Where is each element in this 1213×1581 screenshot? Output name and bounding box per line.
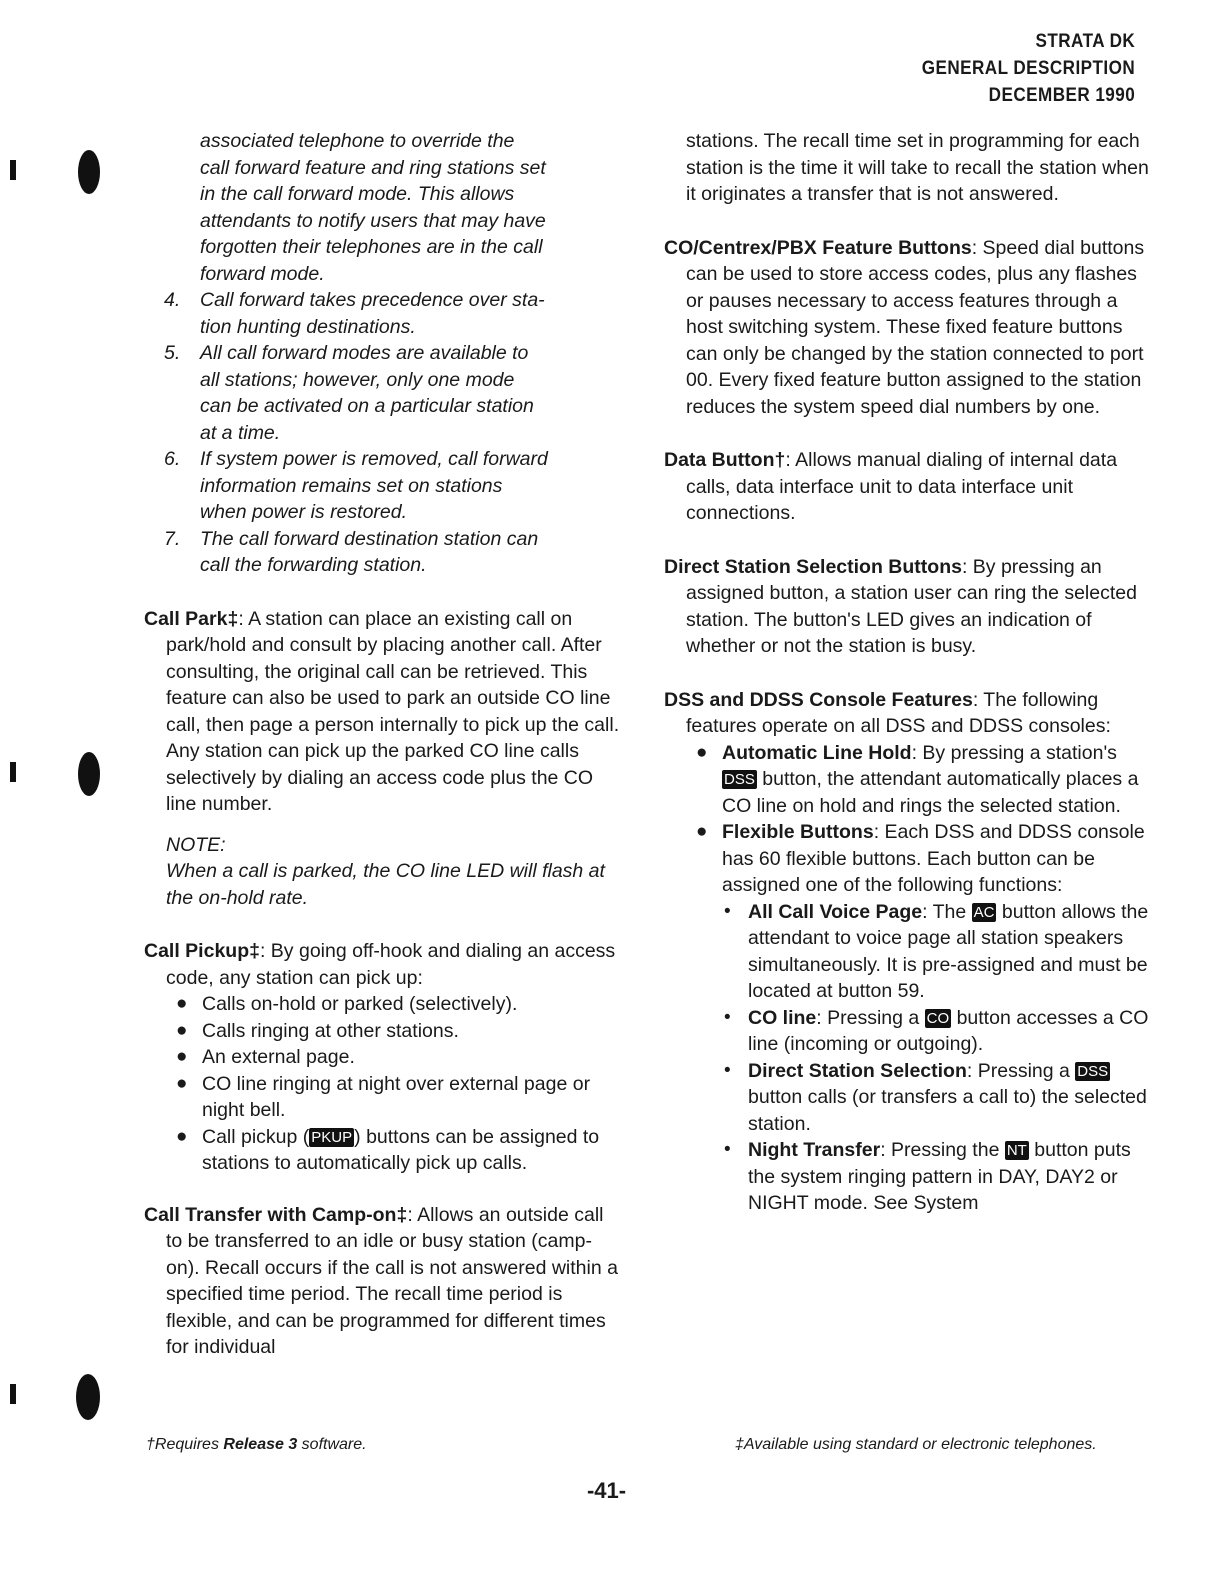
call-park-term: Call Park‡ [144, 607, 239, 630]
list-item: • All Call Voice Page: The AC button allows the attendant to voice page all station speakers simultaneously. It is pre-assigned and must be located at button 59. [724, 900, 1149, 1002]
list-item: • CO line: Pressing a CO button accesses a CO line (incoming or outgoing). [724, 1006, 1149, 1055]
note-label: NOTE: [166, 833, 226, 856]
dss-console-list [664, 740, 1150, 1217]
binder-hole-bottom [76, 1374, 100, 1420]
call-pickup-term: Call Pickup‡ [144, 940, 260, 962]
note-item-7: 7. The call forward destination station can call the forwarding station. [164, 527, 539, 576]
list-item: ● Automatic Line Hold: By pressing a station's DSS button, the attendant automatically places a CO line on hold and rings the selected station. [696, 741, 1139, 817]
list-item: ● An external page. [176, 1046, 355, 1068]
header-section: GENERAL DESCRIPTION [921, 58, 1135, 79]
call-transfer-text: : Allows an outside call to be transferred to an idle or busy station (camp-on). Recall occurs if the call is not answered within a specified time period. The recall time period is flexible, and can be programmed for different times for individual [166, 1203, 618, 1358]
data-button-section [664, 447, 1150, 527]
binder-mark-top [10, 160, 16, 180]
dss-console-text: : The following features operate on all DSS and DDSS consoles: [686, 688, 1111, 737]
co-centrex-section [664, 235, 1150, 421]
note-item-6: 6. If system power is removed, call forward information remains set on stations when power is restored. [164, 448, 548, 523]
data-button-term: Data Button† [664, 449, 786, 471]
dss-console-term: DSS and DDSS Console Features [664, 688, 973, 711]
co-centrex-text: : Speed dial buttons can be used to store access codes, plus any flashes or pauses necessary to access features through a host switching system. These fixed feature buttons can only be changed by the station connected to port 00. Every fixed feature button assigned to the station reduces the system speed dial numbers by one. [686, 236, 1145, 418]
call-park-section [144, 606, 622, 818]
call-transfer-continuation: stations. The recall time set in programming for each station is the time it will take to recall the station when it originates a transfer that is not answered. [686, 130, 1149, 205]
list-item: • Night Transfer: Pressing the NT button puts the system ringing pattern in DAY, DAY2 or NIGHT mode. See System [724, 1139, 1131, 1214]
footnote-release: †Requires Release 3 software. [146, 1436, 367, 1453]
note-3-continuation: associated telephone to override the call forward feature and ring stations set in the call forward mode. This allows attendants to notify users that may have forgotten their telephones are in the call forward mode. [200, 130, 546, 285]
call-park-text: : A station can place an existing call on park/hold and consult by placing another call. After consulting, the original call can be retrieved. This feature can also be used to park an outside CO line call, then page a person internally to pick up the call. Any station can pick up the parked CO line calls selectively by dialing an access code plus the CO line number. [166, 607, 620, 815]
note-item-5: 5. All call forward modes are available to all stations; however, only one mode can be activated on a particular station at a time. [164, 342, 534, 444]
note-text: When a call is parked, the CO line LED will flash at the on-hold rate. [166, 860, 605, 909]
dss-buttons-section [664, 554, 1150, 660]
co-centrex-term: CO/Centrex/PBX Feature Buttons [664, 236, 972, 259]
list-item: ● Calls on-hold or parked (selectively). [176, 993, 518, 1015]
flexible-functions-list [722, 899, 1150, 1217]
ac-key: AC [973, 903, 995, 921]
list-item: ● Call pickup ( PKUP ) buttons can be assigned to stations to automatically pick up calls. [176, 1125, 600, 1174]
dss-key: DSS [724, 771, 755, 788]
list-item: ● Calls ringing at other stations. [176, 1019, 459, 1042]
note-item-4: 4. Call forward takes precedence over sta- tion hunting destinations. [164, 289, 545, 338]
list-item: ● CO line ringing at night over external page or night bell. [176, 1072, 591, 1121]
pkup-key: PKUP [311, 1128, 353, 1146]
left-column [144, 128, 622, 1361]
footnote-telephones: ‡Available using standard or electronic telephones. [735, 1436, 1097, 1453]
nt-key: NT [1006, 1142, 1027, 1159]
right-column [664, 128, 1150, 1217]
binder-mark-bottom [10, 1384, 16, 1404]
call-pickup-section [144, 938, 622, 1177]
list-item: • Direct Station Selection: Pressing a DSS button calls (or transfers a call to) the selected station. [724, 1059, 1147, 1135]
dss-buttons-term: Direct Station Selection Buttons [664, 555, 962, 578]
header-date: DECEMBER 1990 [988, 85, 1135, 106]
list-item: ● Flexible Buttons: Each DSS and DDSS console has 60 flexible buttons. Each button can be assigned one of the following functions: • All Call Voice Page: The AC button allows the attendant to voice page all station speakers simultaneously. It is pre-assigned and must be located at button 59. • CO line: Pressing a CO button accesses a CO line (incoming or outgoing). • Direct Station Selection: Pressing a DSS button calls (or transfers a call to) the selected station. • Night Transfer: Pressing the NT button puts the system ringing pattern in DAY, DAY2 or NIGHT mode. See System [722, 819, 1150, 1217]
dss-console-section [664, 687, 1150, 1217]
dss-buttons-text: : By pressing an assigned button, a station user can ring the selected station. The button's LED gives an indication of whether or not the station is busy. [686, 555, 1137, 657]
data-button-text: : Allows manual dialing of internal data calls, data interface unit to data interface unit connections. [686, 449, 1118, 524]
page-number: -41- [586, 1478, 627, 1503]
dss-key: DSS [1077, 1062, 1109, 1080]
header-product: STRATA DK [1035, 31, 1135, 52]
call-transfer-section [144, 1202, 622, 1361]
binder-hole-middle [78, 752, 100, 796]
binder-hole-top [78, 150, 100, 194]
call-pickup-text: : By going off-hook and dialing an access code, any station can pick up: [166, 940, 616, 989]
call-forward-notes [144, 128, 622, 579]
call-transfer-term: Call Transfer with Camp-on‡ [144, 1203, 408, 1226]
co-key: CO [926, 1009, 950, 1027]
document-header [898, 28, 1135, 109]
binder-mark-middle [10, 762, 16, 782]
call-pickup-list [144, 991, 622, 1177]
